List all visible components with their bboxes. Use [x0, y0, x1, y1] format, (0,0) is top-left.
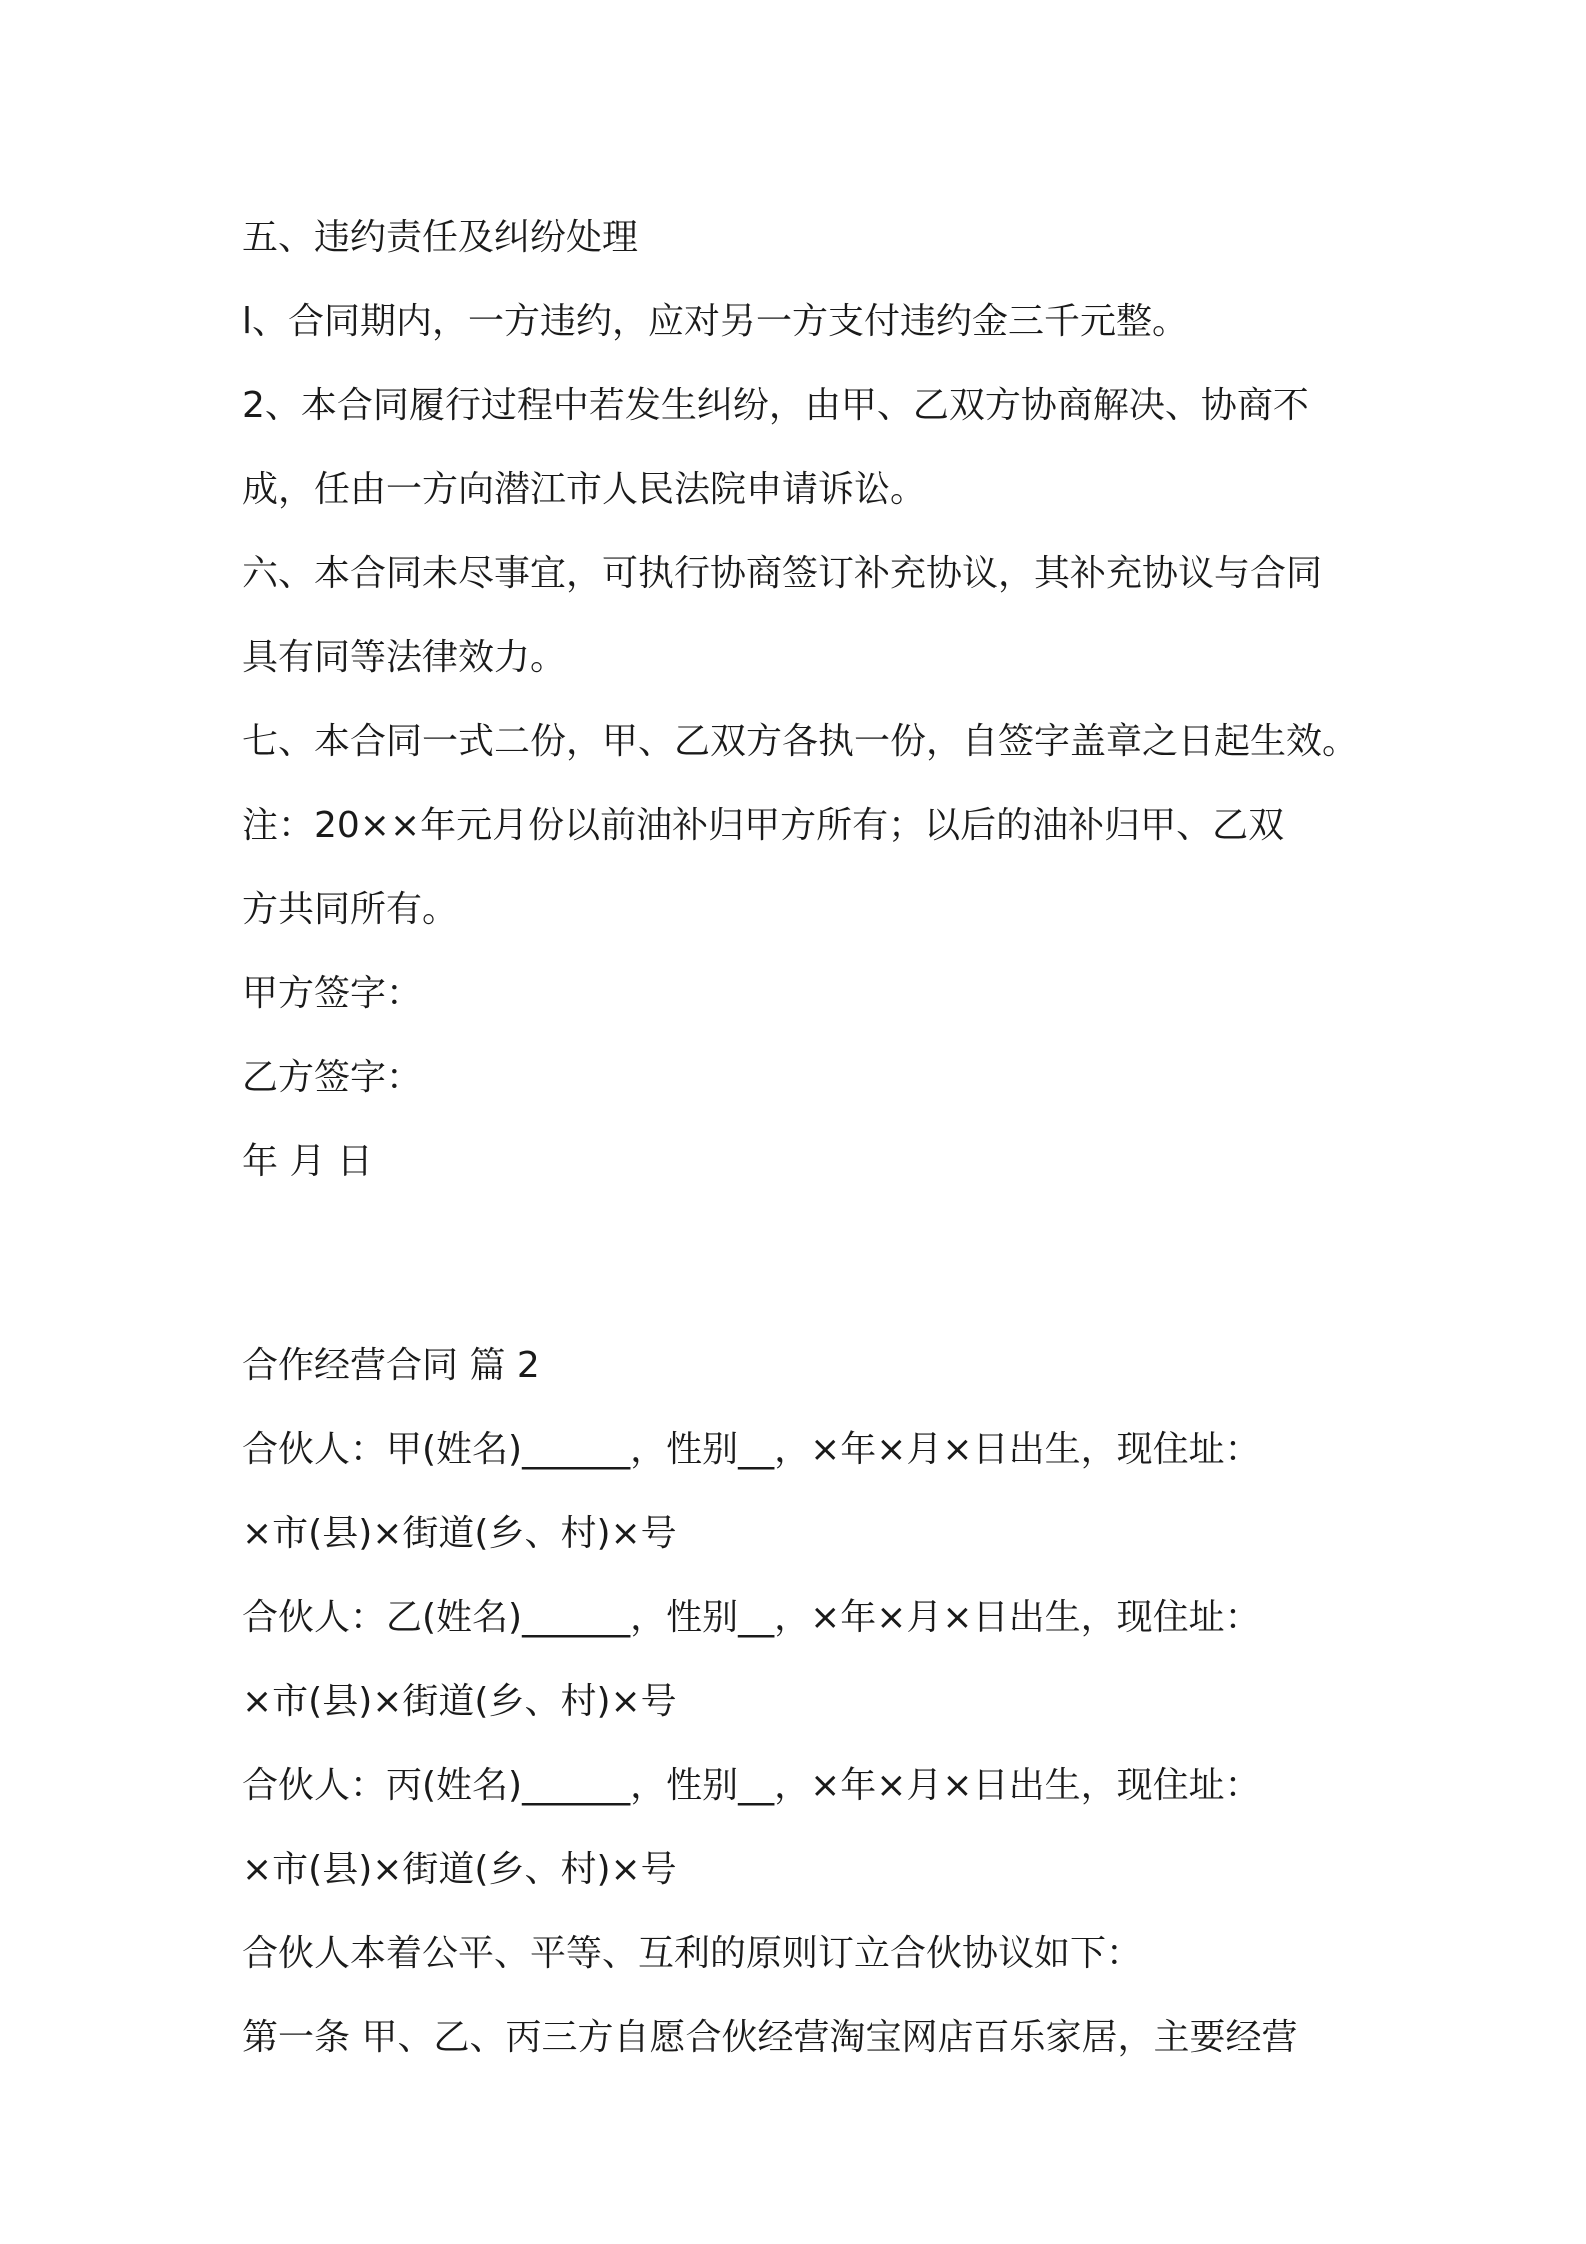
partner-address-line: ×市(县)×街道(乡、村)×号	[242, 1681, 677, 1722]
note-line: 注：20××年元月份以前油补归甲方所有；以后的油补归甲、乙双	[242, 805, 1285, 846]
agreement-intro: 合伙人本着公平、平等、互利的原则订立合伙协议如下：	[242, 1933, 1143, 1974]
section-gap	[242, 1204, 1362, 1324]
paragraph-line: 成，任由一方向潜江市人民法院申请诉讼。	[242, 469, 927, 510]
article-one-line: 第一条 甲、乙、丙三方自愿合伙经营淘宝网店百乐家居，主要经营	[242, 2017, 1298, 2058]
section-heading-breach: 五、违约责任及纠纷处理	[242, 217, 639, 258]
partner-line: 合伙人：丙(姓名)______，性别__，×年×月×日出生，现住址：	[242, 1765, 1261, 1806]
partner-line: 合伙人：乙(姓名)______，性别__，×年×月×日出生，现住址：	[242, 1597, 1261, 1638]
paragraph-line: l、合同期内，一方违约，应对另一方支付违约金三千元整。	[242, 301, 1189, 342]
partner-address-line: ×市(县)×街道(乡、村)×号	[242, 1513, 677, 1554]
party-b-signature-label: 乙方签字：	[242, 1057, 423, 1098]
contract-title: 合作经营合同 篇 2	[242, 1345, 540, 1386]
paragraph-line: 具有同等法律效力。	[242, 637, 567, 678]
paragraph-line: 六、本合同未尽事宜，可执行协商签订补充协议，其补充协议与合同	[242, 553, 1323, 594]
document-body	[242, 196, 1362, 2080]
party-a-signature-label: 甲方签字：	[242, 973, 423, 1014]
note-line: 方共同所有。	[242, 889, 459, 930]
partner-address-line: ×市(县)×街道(乡、村)×号	[242, 1849, 677, 1890]
paragraph-line: 七、本合同一式二份，甲、乙双方各执一份，自签字盖章之日起生效。	[242, 721, 1359, 762]
paragraph-line: 2、本合同履行过程中若发生纠纷，由甲、乙双方协商解决、协商不	[242, 385, 1309, 426]
date-line: 年 月 日	[242, 1141, 373, 1182]
partner-line: 合伙人：甲(姓名)______，性别__，×年×月×日出生，现住址：	[242, 1429, 1261, 1470]
